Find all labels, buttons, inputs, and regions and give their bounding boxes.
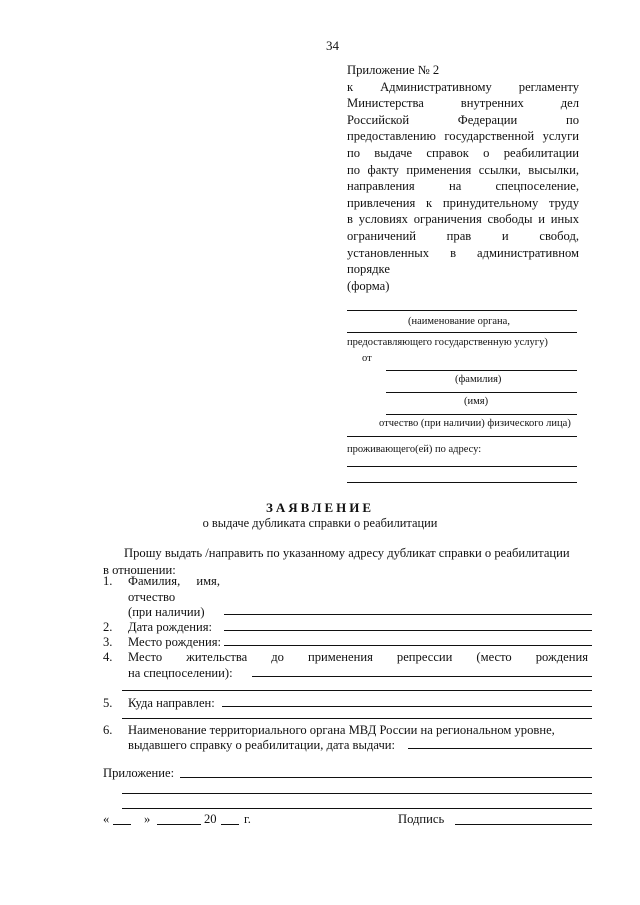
date-quote-close: » xyxy=(144,812,151,826)
date-year-line xyxy=(221,824,239,825)
appendix-line: порядке xyxy=(347,262,390,277)
item-1-line xyxy=(224,614,592,615)
item-4-line-2 xyxy=(122,690,592,691)
name-caption: (имя) xyxy=(464,396,489,407)
appendix-line: привлечения к принудительному труду xyxy=(347,195,579,210)
appendix-line: ограничений прав и свобод, xyxy=(347,228,579,243)
appendix-line: по факту применения ссылки, высылки, xyxy=(347,162,579,177)
item-number: 1. xyxy=(103,574,113,588)
intro-line-1: Прошу выдать /направить по указанному адресу дубликат справки о реабилитации xyxy=(124,546,570,560)
item-4-label-b: на спецпоселении): xyxy=(128,666,233,680)
patronymic-caption: отчество (при наличии) физического лица) xyxy=(379,418,571,429)
appendix-line: Российской Федерации по xyxy=(347,112,579,127)
item-3-line xyxy=(224,645,592,646)
patronymic-line xyxy=(386,414,577,415)
item-number: 2. xyxy=(103,620,113,634)
org-line xyxy=(347,310,577,311)
appendix-line: Министерства внутренних дел xyxy=(347,96,579,111)
attachment-line-2 xyxy=(122,793,592,794)
attachment-line-1 xyxy=(180,777,592,778)
item-5-label: Куда направлен: xyxy=(128,696,215,710)
item-3-label: Место рождения: xyxy=(128,635,222,649)
item-5-line-1 xyxy=(222,706,592,707)
item-6-line xyxy=(408,748,592,749)
item-1-label-a: Фамилия, имя, xyxy=(128,574,220,588)
item-1-label-b: отчество xyxy=(128,590,176,604)
item-5-line-2 xyxy=(122,718,592,719)
item-1-label-c: (при наличии) xyxy=(128,605,205,619)
date-year-suffix: г. xyxy=(244,812,251,826)
item-number: 5. xyxy=(103,696,113,710)
org-line-2 xyxy=(347,332,577,333)
page-number: 34 xyxy=(326,38,339,53)
date-month-line xyxy=(157,824,201,825)
appendix-header xyxy=(347,62,579,294)
item-6-label-b: выдавшего справку о реабилитации, дата выдачи: xyxy=(128,738,396,752)
item-number: 3. xyxy=(103,635,113,649)
address-line-2 xyxy=(347,482,577,483)
appendix-line: Приложение № 2 xyxy=(347,63,440,77)
from-label: от xyxy=(362,353,372,364)
attachment-label: Приложение: xyxy=(103,766,175,780)
appendix-line: направления на спецпоселение, xyxy=(347,179,579,194)
date-day-line xyxy=(113,824,131,825)
org-service-caption: предоставляющего государственную услугу) xyxy=(347,337,548,348)
surname-line xyxy=(386,370,577,371)
document-title: ЗАЯВЛЕНИЕ xyxy=(265,500,375,515)
address-label: проживающего(ей) по адресу: xyxy=(347,444,482,455)
signature-label: Подпись xyxy=(398,812,445,826)
appendix-line: (форма) xyxy=(347,278,390,293)
appendix-line: установленных в административном xyxy=(347,245,579,260)
signature-line xyxy=(455,824,592,825)
appendix-line: в условиях ограничения свободы и иных xyxy=(347,212,579,227)
item-2-label: Дата рождения: xyxy=(128,620,212,634)
date-year-prefix: 20 xyxy=(204,812,217,826)
intro-line-2: в отношении: xyxy=(103,563,176,577)
item-number: 6. xyxy=(103,723,113,737)
item-6-label-a: Наименование территориального органа МВД России на региональном уровне, xyxy=(128,723,555,737)
item-2-line xyxy=(224,630,592,631)
appendix-line: предоставлению государственной услуги xyxy=(347,129,579,144)
address-line-1 xyxy=(347,466,577,467)
surname-caption: (фамилия) xyxy=(455,374,502,385)
appendix-line: к Административному регламенту xyxy=(347,79,579,94)
item-4-label-a: Место жительства до применения репрессии (место рождения xyxy=(128,650,588,664)
patronymic-underline xyxy=(347,436,577,437)
org-name-caption: (наименование органа, xyxy=(408,316,510,327)
document-subtitle: о выдаче дубликата справки о реабилитации xyxy=(202,516,438,530)
name-line xyxy=(386,392,577,393)
appendix-line: по выдаче справок о реабилитации xyxy=(347,145,579,160)
item-number: 4. xyxy=(103,650,113,664)
attachment-line-3 xyxy=(122,808,592,809)
item-4-line-1 xyxy=(252,676,592,677)
date-quote-open: « xyxy=(103,812,110,826)
